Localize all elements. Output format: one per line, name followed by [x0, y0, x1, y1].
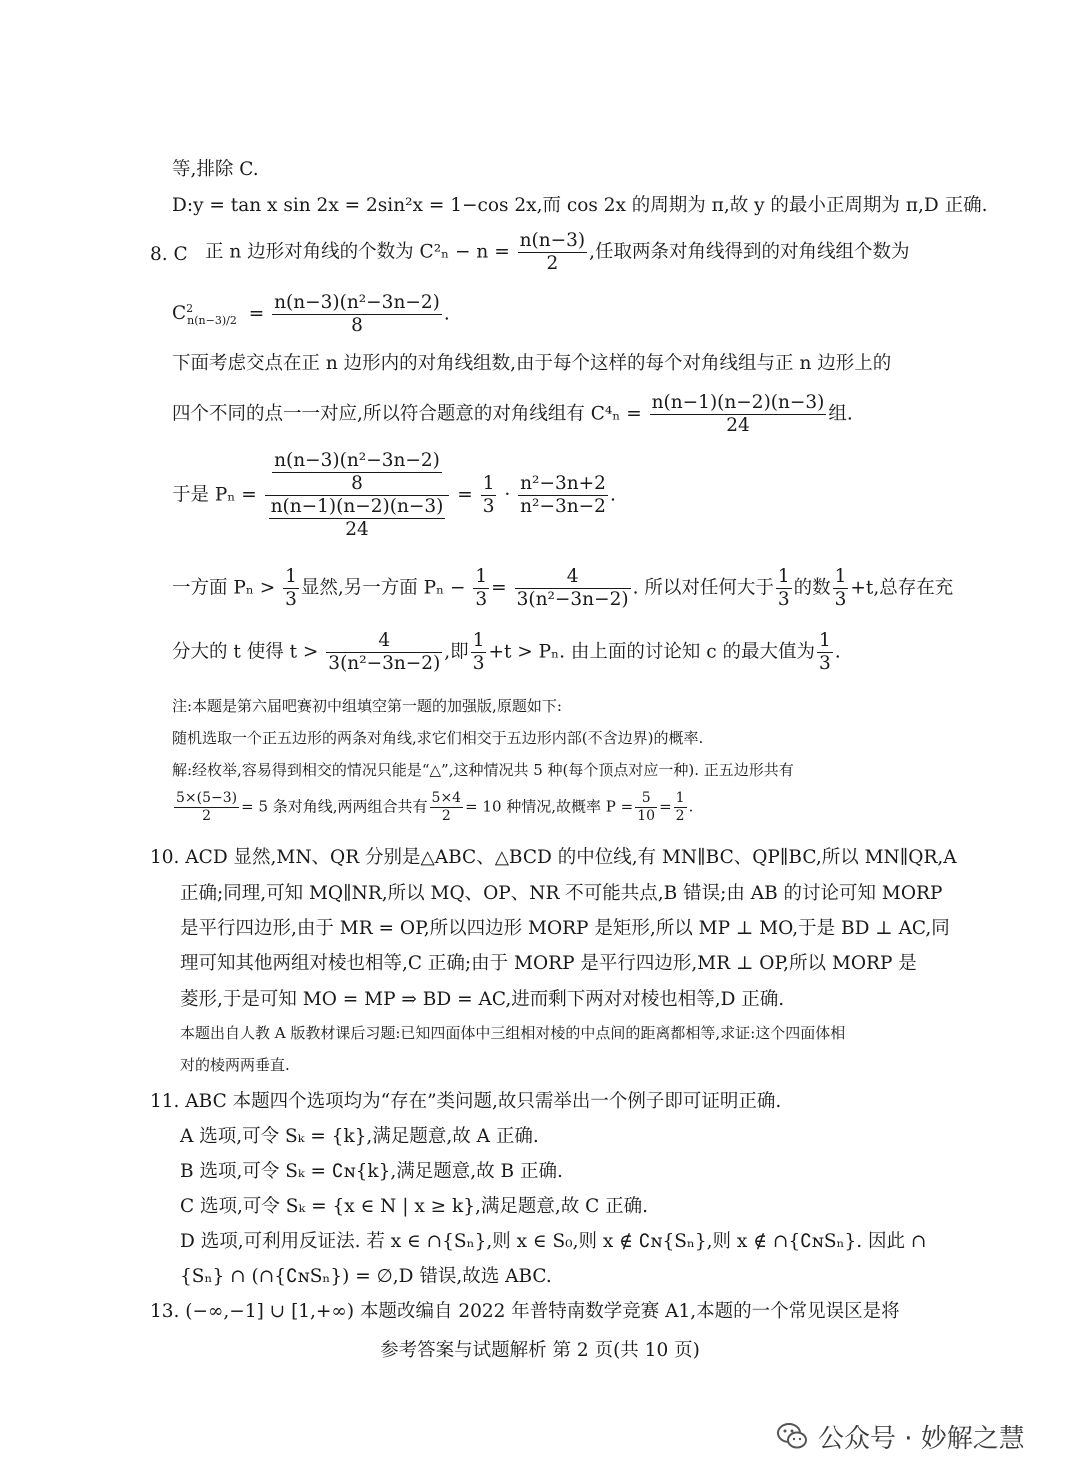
numerator: 1: [834, 566, 847, 587]
text: =: [659, 797, 672, 816]
text-line: D:y = tan x sin 2x = 2sin²x = 1−cos 2x,而 cos 2x 的周期为 π,故 y 的最小正周期为 π,D 正确.: [172, 195, 988, 216]
denominator: 3: [819, 653, 831, 674]
text: 组.: [828, 403, 853, 425]
text: 正 n 边形对角线的个数为 C²ₙ − n =: [205, 241, 510, 263]
fraction: [326, 630, 442, 675]
fraction: [833, 566, 849, 611]
numerator: 1: [482, 473, 495, 494]
text: ,任取两条对角线得到的对角线组个数为: [589, 241, 910, 263]
denominator: 3: [482, 496, 495, 517]
denominator: 3: [475, 589, 488, 610]
fraction: [272, 450, 442, 495]
text: 四个不同的点一一对应,所以符合题意的对角线组有 C⁴ₙ =: [172, 403, 642, 425]
fraction: [515, 566, 631, 611]
note-line: 随机选取一个正五边形的两条对角线,求它们相交于五边形内部(不含边界)的概率.: [172, 729, 704, 747]
numerator: 1: [475, 566, 488, 587]
text: ·: [504, 484, 511, 506]
text: 分大的 t 使得 t >: [172, 641, 319, 663]
denominator: 3(n²−3n−2): [328, 653, 441, 674]
denominator: 2: [441, 808, 451, 824]
formula-line: [172, 630, 841, 675]
note-line: 注:本题是第六届吧赛初中组填空第一题的加强版,原题如下:: [172, 697, 562, 715]
numerator: n(n−3): [519, 230, 586, 251]
denominator: [265, 496, 450, 541]
text: +t,总存在充: [850, 577, 954, 599]
text: .: [834, 641, 841, 663]
numerator: 5: [635, 790, 657, 808]
note-line: [172, 790, 693, 825]
denominator: 3: [777, 589, 790, 610]
numerator: 5×(5−3): [176, 790, 238, 806]
denominator: n²−3n−2: [520, 496, 606, 517]
numerator: 1: [285, 566, 297, 587]
text: = 10 种情况,故概率 P =: [465, 797, 634, 816]
denominator: 3: [472, 653, 485, 674]
denominator: 3: [834, 589, 847, 610]
denominator: 2: [546, 253, 559, 274]
text-line: 下面考虑交点在正 n 边形内的对角线组数,由于每个这样的每个对角线组与正 n 边形上的: [172, 353, 892, 374]
fraction: [430, 790, 464, 825]
watermark-text: 公众号 · 妙解之慧: [818, 1423, 1025, 1454]
combination-symbol: $C^2_{n(n-3)/2}$: [172, 302, 237, 328]
numerator: [265, 450, 450, 496]
formula-line: [172, 392, 853, 437]
fraction: [518, 230, 588, 275]
denominator: 10: [637, 808, 656, 824]
numerator: 1: [819, 630, 831, 651]
formula-line: 于是 Pₙ = $\frac{\frac{\text{n(n−3)(n²−3n−2)}}{8}}{\frac{n(n-1)(n-2)(n-3)}{24}}$ = $\frac{1}{3}$ · $\frac{\text{n²−3n+2}}{\text{n²−3n−2}}$ .: [172, 450, 616, 540]
note-line: 对的棱两两垂直.: [180, 1056, 290, 1074]
fraction: [283, 566, 299, 611]
text-line: {Sₙ} ∩ (∩{∁ɴSₙ}) = ∅,D 错误,故选 ABC.: [180, 1266, 552, 1287]
text: . 所以对任何大于: [632, 577, 774, 599]
fraction: [269, 496, 446, 541]
note-line: 解:经枚举,容易得到相交的情况只能是“△”,这种情况共 5 种(每个顶点对应一种). 正五边形共有: [172, 761, 794, 779]
fraction: [635, 790, 657, 825]
fraction: [471, 630, 487, 675]
numerator: n(n−1)(n−2)(n−3): [651, 392, 825, 413]
text-line: 正确;同理,可知 MQ∥NR,所以 MQ、OP、NR 不可能共点,B 错误;由 AB 的讨论可知 MORP: [180, 883, 943, 904]
text-line: A 选项,可令 Sₖ = {k},满足题意,故 A 正确.: [180, 1126, 539, 1147]
denominator: 2: [675, 808, 685, 824]
fraction: [272, 292, 442, 337]
fraction: [674, 790, 687, 825]
numerator: n(n−3)(n²−3n−2): [274, 450, 440, 471]
denominator: 3(n²−3n−2): [516, 589, 629, 610]
fraction: [481, 473, 497, 518]
fraction: [817, 630, 833, 675]
numerator: n(n−1)(n−2)(n−3): [270, 496, 444, 517]
fraction: [174, 790, 239, 825]
denominator: 2: [202, 808, 212, 824]
numerator: 4: [515, 566, 631, 589]
fraction: [776, 566, 792, 611]
numerator: 5×4: [431, 790, 462, 806]
watermark: [776, 1414, 1025, 1458]
denominator: 3: [285, 589, 297, 610]
text-line: 等,排除 C.: [172, 159, 259, 180]
wechat-icon: [776, 1420, 808, 1452]
formula-line: $C^2_{n(n-3)/2}$ = $\frac{\text{n(n−3)(n²−3n−2)}}{8}$ .: [172, 292, 450, 336]
text: =: [457, 484, 473, 506]
formula-line: [205, 230, 910, 275]
text: 显然,另一方面 Pₙ −: [300, 577, 466, 599]
denominator: 24: [345, 519, 369, 540]
fraction: [518, 473, 608, 518]
text-line: 理可知其他两组对棱也相等,C 正确;由于 MORP 是平行四边形,MR ⊥ OP,所以 MORP 是: [180, 953, 917, 974]
fraction: [650, 392, 827, 437]
text: .: [688, 797, 694, 816]
compound-fraction: [265, 450, 450, 541]
denominator: 24: [726, 415, 750, 436]
numerator: n(n−3)(n²−3n−2): [274, 292, 440, 313]
formula-line: [172, 566, 953, 611]
text-line: 13. (−∞,−1] ∪ [1,+∞) 本题改编自 2022 年普特南数学竞赛 A1,本题的一个常见误区是将: [150, 1301, 900, 1322]
text-line: 11. ABC 本题四个选项均为“存在”类问题,故只需举出一个例子即可证明正确.: [150, 1091, 782, 1112]
text: =: [491, 577, 507, 599]
text: = 5 条对角线,两两组合共有: [241, 797, 428, 816]
page-footer: 参考答案与试题解析 第 2 页(共 10 页): [380, 1340, 700, 1361]
text: ,即: [444, 641, 469, 663]
text-line: B 选项,可令 Sₖ = ∁ɴ{k},满足题意,故 B 正确.: [180, 1161, 563, 1182]
denominator: 8: [351, 473, 363, 494]
text-line: 菱形,于是可知 MO = MP ⇒ BD = AC,进而剩下两对对棱也相等,D 正确.: [180, 989, 785, 1010]
text-line: D 选项,可利用反证法. 若 x ∈ ∩{Sₙ},则 x ∈ S₀,则 x ∉ ∁ɴ{Sₙ},则 x ∉ ∩{∁ɴSₙ}. 因此 ∩: [180, 1231, 927, 1252]
note-line: 本题出自人教 A 版教材课后习题:已知四面体中三组相对棱的中点间的距离都相等,求证:这个四面体相: [180, 1024, 846, 1042]
numerator: n²−3n+2: [520, 473, 606, 494]
text: 于是 Pₙ =: [172, 484, 257, 506]
text: 一方面 Pₙ >: [172, 577, 276, 599]
text: 的数: [793, 577, 831, 599]
numerator: 4: [326, 630, 442, 653]
numerator: 1: [472, 630, 485, 651]
text-line: C 选项,可令 Sₖ = {x ∈ N | x ≥ k},满足题意,故 C 正确.: [180, 1196, 649, 1217]
text-line: 10. ACD 显然,MN、QR 分别是△ABC、△BCD 的中位线,有 MN∥BC、QP∥BC,所以 MN∥QR,A: [150, 847, 957, 868]
numerator: 1: [675, 790, 685, 806]
question-number: 8. C: [150, 244, 188, 265]
fraction: [473, 566, 489, 611]
numerator: 1: [777, 566, 790, 587]
text-line: 是平行四边形,由于 MR = OP,所以四边形 MORP 是矩形,所以 MP ⊥ MO,于是 BD ⊥ AC,同: [180, 918, 950, 939]
text: +t > Pₙ. 由上面的讨论知 c 的最大值为: [488, 641, 816, 663]
denominator: 8: [351, 315, 363, 336]
